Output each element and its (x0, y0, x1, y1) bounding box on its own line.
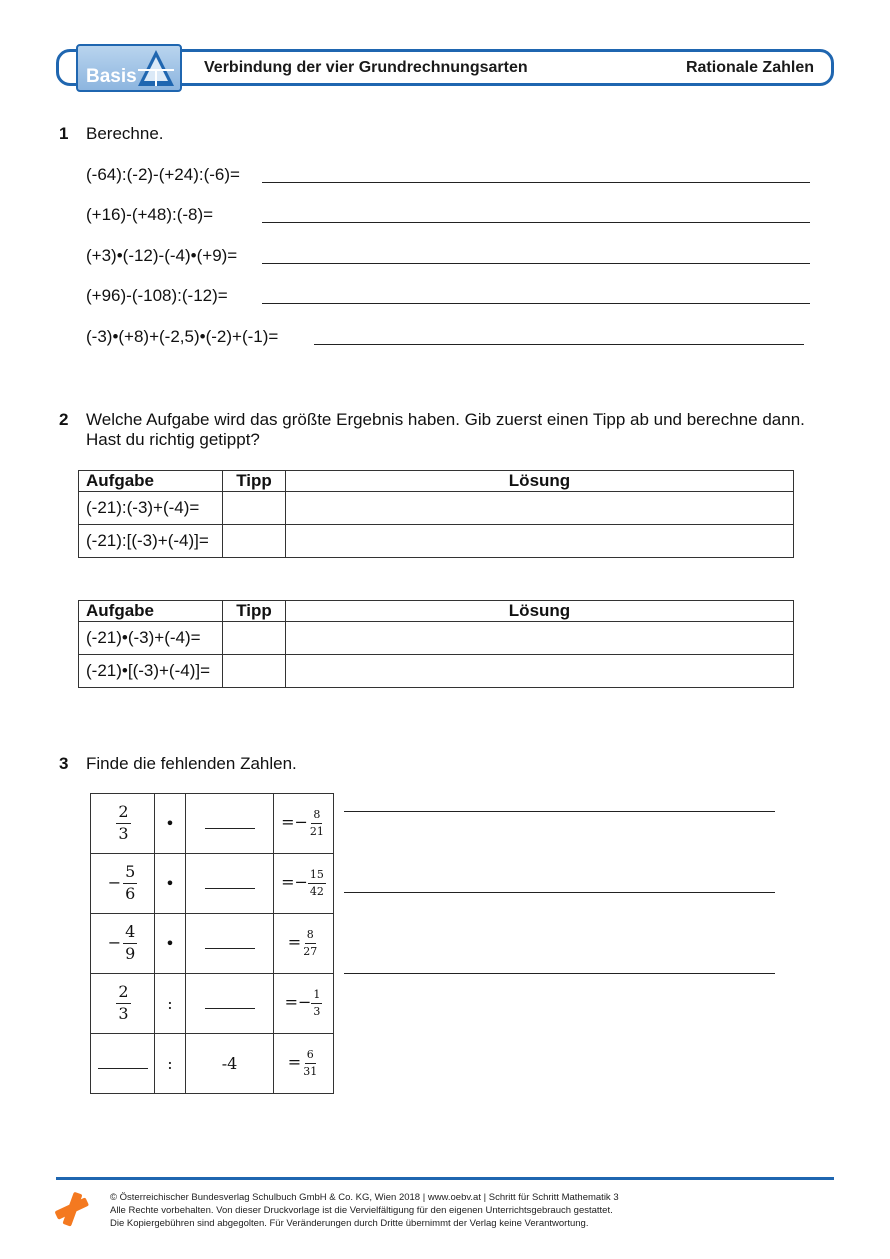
sign: − (107, 873, 122, 892)
work-line[interactable] (344, 973, 775, 974)
header-tipp: Tipp (223, 471, 286, 492)
page-title: Verbindung der vier Grundrechnungsarten (204, 59, 528, 76)
table-row (79, 525, 794, 558)
expression: (+3)•(-12)-(-4)•(+9)= (86, 246, 238, 265)
fraction-row (91, 1034, 334, 1094)
fraction-row (91, 974, 334, 1034)
solution-table-1 (78, 470, 794, 558)
answer-line[interactable] (262, 222, 810, 223)
fraction (123, 864, 137, 903)
fraction (301, 929, 319, 957)
numerator: 2 (116, 984, 130, 1004)
result (274, 794, 334, 854)
equals-sign: = (287, 933, 302, 952)
equals-sign: =− (281, 873, 308, 892)
fraction-row (91, 854, 334, 914)
logo-text: Basis (86, 66, 137, 87)
task-expression: (-21):[(-3)+(-4)]= (79, 525, 223, 558)
task-expression: (-21)•(-3)+(-4)= (79, 622, 223, 655)
tipp-cell[interactable] (223, 655, 286, 688)
missing-operand[interactable] (186, 794, 274, 854)
operand-a (91, 794, 155, 854)
triangle-icon (136, 48, 176, 88)
work-line[interactable] (344, 892, 775, 893)
tipp-cell[interactable] (223, 492, 286, 525)
tipp-cell[interactable] (223, 622, 286, 655)
blank-line[interactable] (205, 998, 255, 1009)
footer-line: Die Kopiergebühren sind abgegolten. Für Veränderungen durch Dritte übernimmt der Verlag keine Verantwortung. (110, 1218, 589, 1229)
operand-a (91, 854, 155, 914)
denominator: 21 (309, 825, 324, 838)
numerator: 5 (123, 864, 137, 884)
fraction (116, 804, 130, 843)
task-instruction: Berechne. (86, 124, 164, 143)
tipp-cell[interactable] (223, 525, 286, 558)
operator: : (155, 974, 186, 1034)
fraction (311, 989, 322, 1017)
fraction-row (91, 794, 334, 854)
blank-line[interactable] (205, 818, 255, 829)
footer-line: © Österreichischer Bundesverlag Schulbuch GmbH & Co. KG, Wien 2018 | www.oebv.at | Schritt für Schritt Mathematik 3 (110, 1192, 619, 1203)
task-number: 3 (59, 754, 69, 773)
header-tipp: Tipp (223, 601, 286, 622)
result (274, 1034, 334, 1094)
denominator: 3 (313, 1005, 321, 1018)
numerator: 15 (308, 869, 326, 884)
fraction-row (91, 914, 334, 974)
denominator: 27 (303, 945, 318, 958)
header-loesung: Lösung (286, 601, 794, 622)
equals-sign: =− (284, 993, 312, 1012)
answer-line[interactable] (314, 344, 804, 345)
denominator: 3 (118, 824, 129, 843)
operand-a (91, 914, 155, 974)
table-row (79, 655, 794, 688)
denominator: 31 (303, 1065, 318, 1078)
answer-line[interactable] (262, 182, 810, 183)
blank-line[interactable] (205, 878, 255, 889)
footer-copyright (110, 1191, 619, 1230)
table-row (79, 492, 794, 525)
operator: • (155, 794, 186, 854)
equals-sign: = (287, 1053, 302, 1072)
expression: (-64):(-2)-(+24):(-6)= (86, 165, 240, 184)
fraction (123, 924, 137, 963)
denominator: 3 (118, 1004, 129, 1023)
task-expression: (-21)•[(-3)+(-4)]= (79, 655, 223, 688)
loesung-cell[interactable] (286, 622, 794, 655)
result (274, 914, 334, 974)
header-aufgabe: Aufgabe (79, 601, 223, 622)
blank-line[interactable] (98, 1058, 148, 1069)
footer-line: Alle Rechte vorbehalten. Von dieser Druckvorlage ist die Vervielfältigung für den eigenen Unterrichtsgebrauch gestattet. (110, 1205, 613, 1216)
expression: (-3)•(+8)+(-2,5)•(-2)+(-1)= (86, 327, 279, 346)
blank-line[interactable] (205, 938, 255, 949)
table-row (79, 622, 794, 655)
fraction-table (90, 793, 334, 1094)
operand-b: -4 (186, 1034, 274, 1094)
publisher-logo-icon (54, 1191, 90, 1227)
task-instruction: Welche Aufgabe wird das größte Ergebnis haben. Gib zuerst einen Tipp ab und berechne dann. Hast du richtig getippt? (86, 410, 805, 449)
denominator: 9 (125, 944, 136, 963)
missing-operand[interactable] (186, 854, 274, 914)
numerator: 6 (305, 1049, 316, 1064)
page-topic: Rationale Zahlen (685, 59, 814, 76)
numerator: 8 (311, 809, 322, 824)
missing-operand[interactable] (186, 914, 274, 974)
expression: (+16)-(+48):(-8)= (86, 205, 214, 224)
numerator: 2 (116, 804, 130, 824)
expression: (+96)-(-108):(-12)= (86, 286, 228, 305)
denominator: 6 (125, 884, 136, 903)
sign: − (107, 933, 122, 952)
denominator: 42 (309, 885, 324, 898)
fraction (116, 984, 130, 1023)
header-aufgabe: Aufgabe (79, 471, 223, 492)
loesung-cell[interactable] (286, 492, 794, 525)
answer-line[interactable] (262, 303, 810, 304)
operator: • (155, 914, 186, 974)
operand-a (91, 974, 155, 1034)
numerator: 4 (123, 924, 137, 944)
basis-logo (76, 44, 182, 92)
answer-line[interactable] (262, 263, 810, 264)
operator: : (155, 1034, 186, 1094)
fraction (308, 809, 326, 837)
fraction (301, 1049, 319, 1077)
fraction (308, 869, 326, 897)
result (274, 854, 334, 914)
task-number: 2 (59, 410, 69, 429)
missing-operand[interactable] (91, 1034, 155, 1094)
solution-table-2 (78, 600, 794, 688)
task-instruction: Finde die fehlenden Zahlen. (86, 754, 297, 773)
footer-rule (56, 1177, 834, 1180)
missing-operand[interactable] (186, 974, 274, 1034)
task-number: 1 (59, 124, 69, 143)
loesung-cell[interactable] (286, 525, 794, 558)
numerator: 1 (311, 989, 322, 1004)
header-loesung: Lösung (286, 471, 794, 492)
operator: • (155, 854, 186, 914)
loesung-cell[interactable] (286, 655, 794, 688)
equals-sign: =− (281, 813, 308, 832)
numerator: 8 (305, 929, 316, 944)
result (274, 974, 334, 1034)
task-expression: (-21):(-3)+(-4)= (79, 492, 223, 525)
work-line[interactable] (344, 811, 775, 812)
